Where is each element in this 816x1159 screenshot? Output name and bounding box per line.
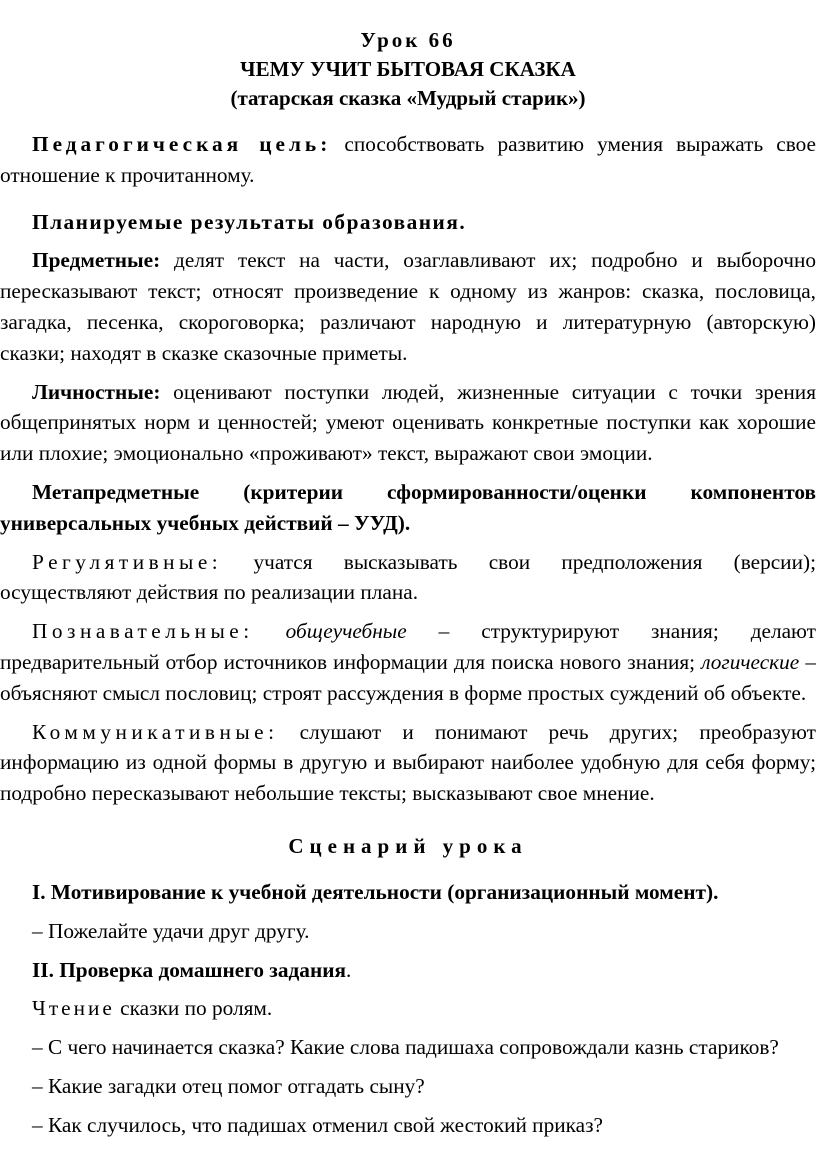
reading-paragraph [0,993,816,1024]
personal-label: Личностные: [32,379,161,404]
stage1-line: – Пожелайте удачи друг другу. [32,918,310,943]
subject-label: Предметные: [32,248,161,273]
goal-text: способствовать развитию умения выражать свое отношение к прочитанному. [0,132,816,187]
meta-heading-text: Метапредметные (критерии сформированности/оценки компонентов универсальных учебных действий – УУД). [0,479,816,535]
regulatory-label: Регулятивные: [32,549,223,574]
communicative-text: слушают и понимают речь других; преобразуют информацию из одной формы в другую и выбирают наиболее удобную для себя форму; подробно пересказывают небольшие тексты; высказывают свое мнение. [0,719,816,806]
cognitive-paragraph [0,616,816,708]
stage2-text: II. Проверка домашнего задания [32,957,347,982]
communicative-paragraph [0,717,816,809]
results-heading-text: Планируемые результаты образования. [32,209,467,234]
stage2-dot: . [346,957,352,982]
lesson-number: Урок 66 [360,28,456,52]
question-2: – Какие загадки отец помог отгадать сыну? [32,1073,425,1098]
scenario-heading: Сценарий урока [288,833,528,858]
lesson-subtitle: (татарская сказка «Мудрый старик») [230,86,586,110]
communicative-label: Коммуникативные: [32,719,279,744]
regulatory-text: учатся высказывать свои предположения (версии); осуществляют действия по реализации плана. [0,549,816,605]
regulatory-paragraph [0,547,816,609]
question-3: – Как случилось, что падишах отменил свой жестокий приказ? [32,1112,603,1137]
cognitive-logic-text: – объясняют смысл пословиц; строят рассуждения в форме простых суждений об объекте. [0,649,816,705]
subject-text: делят текст на части, озаглавливают их; подробно и выборочно пересказывают текст; относят произведение к одному из жанров: сказка, пословица, загадка, песенка, скороговорка; различают народную и литературную (авторскую) сказки; находят в сказке сказочные приметы. [0,248,816,365]
meta-results-heading [0,477,816,539]
subject-results-paragraph [0,245,816,368]
stage2-heading [0,955,816,986]
reading-label: Чтение [32,996,115,1021]
lesson-title: ЧЕМУ УЧИТ БЫТОВАЯ СКАЗКА [240,57,576,81]
results-heading [0,207,816,238]
cognitive-general-label: общеучебные [285,619,407,644]
document-page [0,26,816,1141]
question-1: – С чего начинается сказка? Какие слова падишаха сопровождали казнь стариков? [32,1035,779,1060]
cognitive-label: Познавательные: [32,619,254,644]
cognitive-general-text: – структурируют знания; делают предварительный отбор источников информации для поиска нового знания; [0,619,816,674]
stage1-heading [0,877,816,908]
stage1-text: I. Мотивирование к учебной деятельности (организационный момент). [32,879,719,904]
goal-label: Педагогическая цель: [32,132,332,156]
personal-text: оценивают поступки людей, жизненные ситуации с точки зрения общепринятых норм и ценностей; умеют оценивать конкретные поступки как хорошие или плохие; эмоционально «проживают» текст, выражают свои эмоции. [0,379,816,466]
reading-text: сказки по ролям. [114,996,273,1021]
personal-results-paragraph [0,377,816,469]
goal-paragraph [0,129,816,191]
cognitive-logic-label: логические [701,649,800,674]
